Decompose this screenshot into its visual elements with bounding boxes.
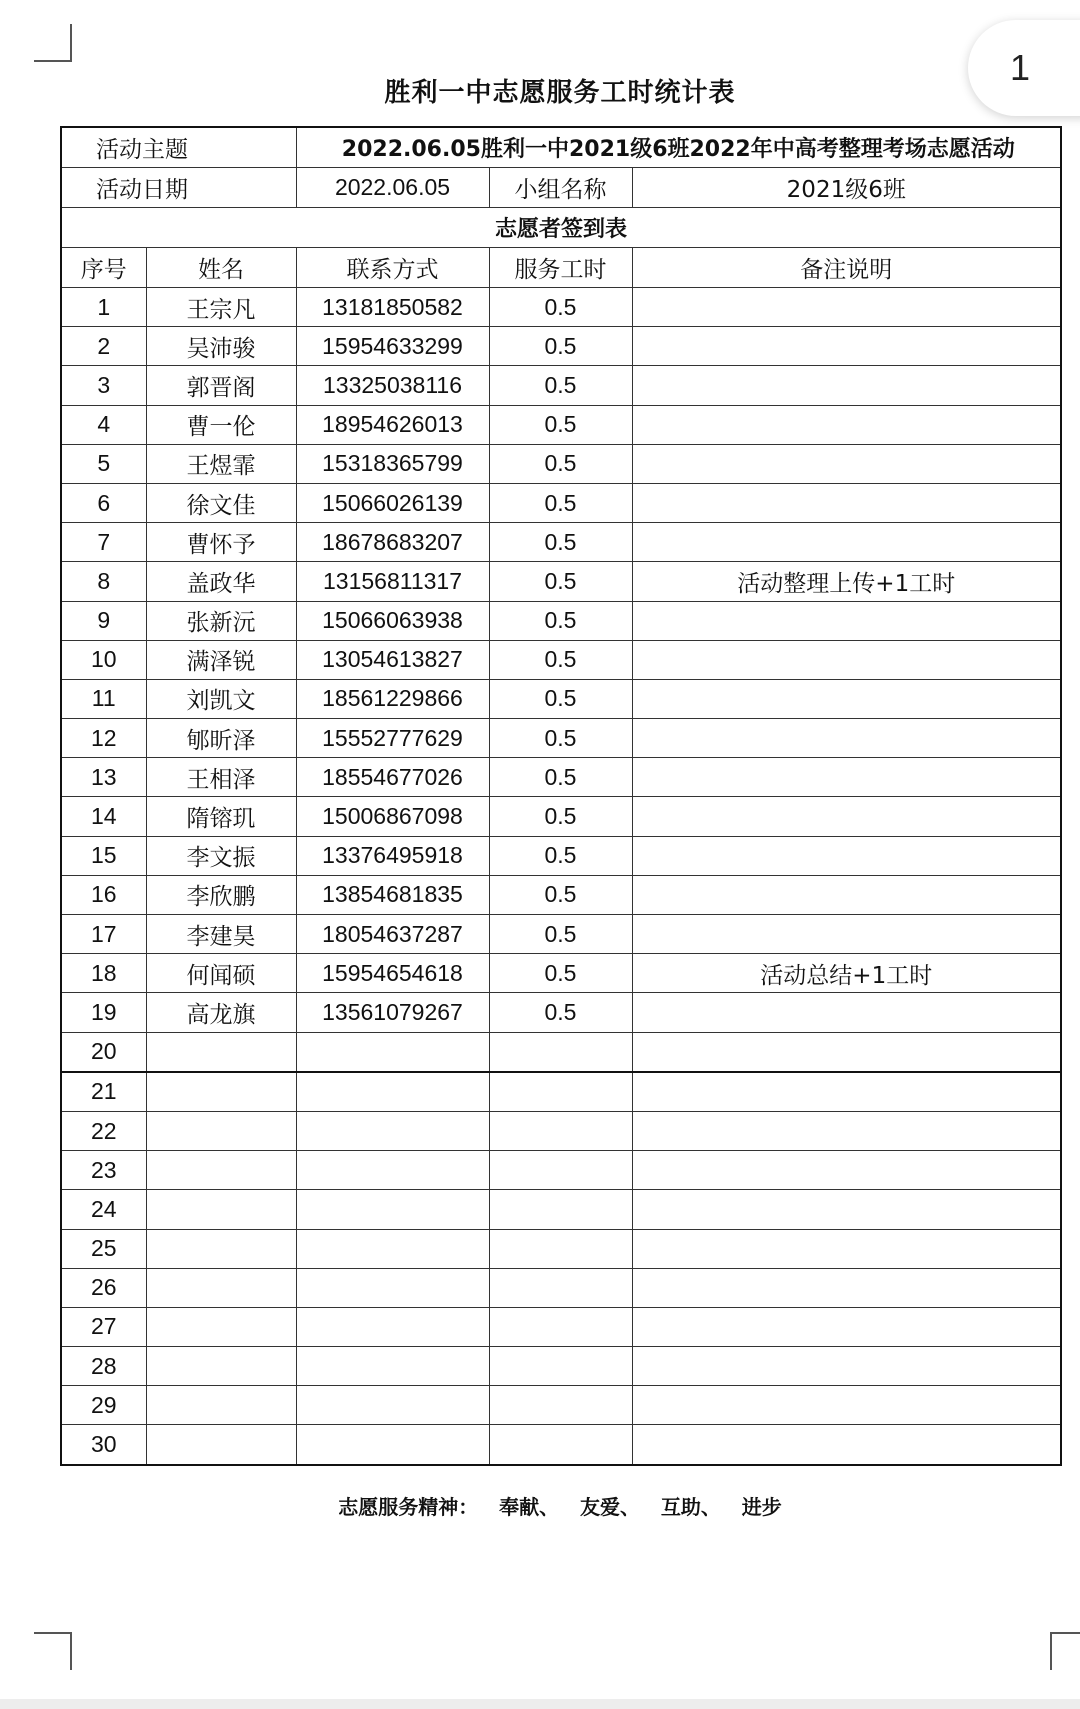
row-number: 29 (61, 1386, 146, 1425)
remark (632, 444, 1061, 483)
remark (632, 366, 1061, 405)
row-number: 4 (61, 405, 146, 444)
remark: 活动总结+1工时 (632, 954, 1061, 993)
row-number: 15 (61, 836, 146, 875)
table-row (61, 993, 1061, 1032)
service-hours: 0.5 (489, 288, 632, 327)
remark (632, 1111, 1061, 1150)
service-hours: 0.5 (489, 601, 632, 640)
table-row (61, 758, 1061, 797)
contact-phone: 15954633299 (296, 327, 489, 366)
contact-phone (296, 1072, 489, 1112)
remark (632, 797, 1061, 836)
contact-phone: 13156811317 (296, 562, 489, 601)
remark (632, 993, 1061, 1032)
table-row (61, 523, 1061, 562)
volunteer-name: 郭晋阁 (146, 366, 296, 405)
contact-phone (296, 1151, 489, 1190)
row-number: 30 (61, 1425, 146, 1465)
service-hours (489, 1229, 632, 1268)
volunteer-name: 王相泽 (146, 758, 296, 797)
table-row (61, 366, 1061, 405)
service-hours (489, 1111, 632, 1150)
table-row (61, 719, 1061, 758)
remark (632, 405, 1061, 444)
volunteer-name: 盖政华 (146, 562, 296, 601)
table-row (61, 1386, 1061, 1425)
row-number: 27 (61, 1307, 146, 1346)
group-name-label: 小组名称 (489, 168, 632, 208)
row-number: 14 (61, 797, 146, 836)
contact-phone (296, 1268, 489, 1307)
service-hours (489, 1190, 632, 1229)
volunteer-name: 吴沛骏 (146, 327, 296, 366)
contact-phone: 15066026139 (296, 483, 489, 522)
remark (632, 601, 1061, 640)
service-hours: 0.5 (489, 875, 632, 914)
activity-theme-value: 2022.06.05胜利一中2021级6班2022年中高考整理考场志愿活动 (296, 127, 1061, 168)
contact-phone (296, 1386, 489, 1425)
row-number: 17 (61, 915, 146, 954)
table-row (61, 1151, 1061, 1190)
group-name-value: 2021级6班 (632, 168, 1061, 208)
signin-title-row (61, 208, 1061, 248)
table-row (61, 915, 1061, 954)
volunteer-name: 刘凯文 (146, 679, 296, 718)
row-number: 7 (61, 523, 146, 562)
contact-phone: 15954654618 (296, 954, 489, 993)
row-number: 19 (61, 993, 146, 1032)
table-row (61, 601, 1061, 640)
service-hours: 0.5 (489, 562, 632, 601)
table-row (61, 405, 1061, 444)
crop-mark-bottom-left (34, 1632, 72, 1670)
volunteer-name (146, 1229, 296, 1268)
remark (632, 758, 1061, 797)
volunteer-name (146, 1111, 296, 1150)
contact-phone (296, 1032, 489, 1072)
activity-date-value: 2022.06.05 (296, 168, 489, 208)
remark (632, 1307, 1061, 1346)
remark (632, 523, 1061, 562)
service-hours: 0.5 (489, 523, 632, 562)
row-number: 20 (61, 1032, 146, 1072)
service-hours (489, 1307, 632, 1346)
row-number: 2 (61, 327, 146, 366)
table-row (61, 327, 1061, 366)
volunteer-name (146, 1307, 296, 1346)
remark (632, 875, 1061, 914)
service-hours (489, 1268, 632, 1307)
row-number: 23 (61, 1151, 146, 1190)
volunteer-name (146, 1190, 296, 1229)
service-hours (489, 1032, 632, 1072)
remark (632, 836, 1061, 875)
row-number: 8 (61, 562, 146, 601)
service-hours: 0.5 (489, 640, 632, 679)
service-hours: 0.5 (489, 758, 632, 797)
remark (632, 1425, 1061, 1465)
volunteer-name: 李文振 (146, 836, 296, 875)
column-header-hours: 服务工时 (489, 248, 632, 288)
contact-phone (296, 1347, 489, 1386)
activity-theme-label: 活动主题 (61, 127, 296, 168)
row-number: 9 (61, 601, 146, 640)
contact-phone: 18561229866 (296, 679, 489, 718)
column-header-contact: 联系方式 (296, 248, 489, 288)
volunteer-name (146, 1425, 296, 1465)
volunteer-hours-table (60, 126, 1062, 1466)
remark (632, 1229, 1061, 1268)
table-row (61, 836, 1061, 875)
row-number: 16 (61, 875, 146, 914)
volunteer-name (146, 1151, 296, 1190)
remark (632, 1386, 1061, 1425)
contact-phone: 13854681835 (296, 875, 489, 914)
contact-phone: 13325038116 (296, 366, 489, 405)
volunteer-name (146, 1032, 296, 1072)
contact-phone: 18678683207 (296, 523, 489, 562)
service-hours: 0.5 (489, 836, 632, 875)
contact-phone (296, 1111, 489, 1150)
table-row (61, 1072, 1061, 1112)
remark (632, 1072, 1061, 1112)
remark (632, 679, 1061, 718)
crop-mark-bottom-right (1050, 1632, 1080, 1670)
table-row (61, 679, 1061, 718)
remark (632, 1151, 1061, 1190)
volunteer-name (146, 1268, 296, 1307)
contact-phone: 15552777629 (296, 719, 489, 758)
remark (632, 1347, 1061, 1386)
contact-phone (296, 1229, 489, 1268)
service-hours (489, 1347, 632, 1386)
table-row (61, 1307, 1061, 1346)
volunteer-name: 曹一伦 (146, 405, 296, 444)
contact-phone (296, 1425, 489, 1465)
activity-date-label: 活动日期 (61, 168, 296, 208)
volunteer-name: 李建昊 (146, 915, 296, 954)
row-number: 12 (61, 719, 146, 758)
row-number: 28 (61, 1347, 146, 1386)
remark (632, 1032, 1061, 1072)
service-hours (489, 1072, 632, 1112)
table-row (61, 444, 1061, 483)
viewer-bottom-strip (0, 1699, 1080, 1709)
service-hours: 0.5 (489, 327, 632, 366)
table-row (61, 640, 1061, 679)
volunteer-name (146, 1386, 296, 1425)
remark (632, 483, 1061, 522)
volunteer-name: 曹怀予 (146, 523, 296, 562)
contact-phone: 18054637287 (296, 915, 489, 954)
contact-phone: 18954626013 (296, 405, 489, 444)
volunteer-name: 高龙旗 (146, 993, 296, 1032)
contact-phone: 15066063938 (296, 601, 489, 640)
table-row (61, 1032, 1061, 1072)
table-row (61, 1190, 1061, 1229)
row-number: 25 (61, 1229, 146, 1268)
row-number: 22 (61, 1111, 146, 1150)
service-hours: 0.5 (489, 679, 632, 718)
volunteer-name: 王煜霏 (146, 444, 296, 483)
remark (632, 719, 1061, 758)
contact-phone: 15318365799 (296, 444, 489, 483)
table-row (61, 1268, 1061, 1307)
volunteer-name: 郇昕泽 (146, 719, 296, 758)
volunteer-name: 徐文佳 (146, 483, 296, 522)
service-hours: 0.5 (489, 954, 632, 993)
service-hours: 0.5 (489, 915, 632, 954)
volunteer-name (146, 1072, 296, 1112)
row-number: 18 (61, 954, 146, 993)
page-number: 1 (1009, 47, 1031, 88)
service-hours (489, 1151, 632, 1190)
column-header-number: 序号 (61, 248, 146, 288)
table-row (61, 288, 1061, 327)
service-hours: 0.5 (489, 993, 632, 1032)
service-hours: 0.5 (489, 719, 632, 758)
column-header-notes: 备注说明 (632, 248, 1061, 288)
column-header-name: 姓名 (146, 248, 296, 288)
remark (632, 327, 1061, 366)
remark (632, 288, 1061, 327)
remark (632, 915, 1061, 954)
table-row (61, 1347, 1061, 1386)
row-number: 1 (61, 288, 146, 327)
service-hours: 0.5 (489, 797, 632, 836)
service-hours: 0.5 (489, 483, 632, 522)
remark: 活动整理上传+1工时 (632, 562, 1061, 601)
table-row (61, 483, 1061, 522)
volunteer-name: 何闻硕 (146, 954, 296, 993)
table-row (61, 797, 1061, 836)
table-row (61, 562, 1061, 601)
row-number: 21 (61, 1072, 146, 1112)
remark (632, 640, 1061, 679)
row-number: 24 (61, 1190, 146, 1229)
volunteer-name: 隋镕玑 (146, 797, 296, 836)
contact-phone: 18554677026 (296, 758, 489, 797)
contact-phone (296, 1190, 489, 1229)
contact-phone (296, 1307, 489, 1346)
row-number: 6 (61, 483, 146, 522)
activity-theme-row (61, 127, 1061, 168)
crop-mark-top-left (34, 24, 72, 62)
volunteer-name: 李欣鹏 (146, 875, 296, 914)
table-row (61, 875, 1061, 914)
table-row (61, 954, 1061, 993)
volunteer-spirit-footer: 志愿服务精神： 奉献、 友爱、 互助、 进步 (338, 1495, 782, 1519)
contact-phone: 13054613827 (296, 640, 489, 679)
volunteer-name: 满泽锐 (146, 640, 296, 679)
row-number: 5 (61, 444, 146, 483)
volunteer-name: 张新沅 (146, 601, 296, 640)
service-hours: 0.5 (489, 366, 632, 405)
service-hours (489, 1386, 632, 1425)
service-hours: 0.5 (489, 405, 632, 444)
table-row (61, 1425, 1061, 1465)
volunteer-name (146, 1347, 296, 1386)
signin-title: 志愿者签到表 (61, 208, 1061, 248)
row-number: 13 (61, 758, 146, 797)
remark (632, 1268, 1061, 1307)
contact-phone: 13376495918 (296, 836, 489, 875)
activity-date-row (61, 168, 1061, 208)
service-hours: 0.5 (489, 444, 632, 483)
row-number: 26 (61, 1268, 146, 1307)
service-hours (489, 1425, 632, 1465)
column-header-row (61, 248, 1061, 288)
table-row (61, 1229, 1061, 1268)
contact-phone: 13561079267 (296, 993, 489, 1032)
row-number: 10 (61, 640, 146, 679)
table-row (61, 1111, 1061, 1150)
row-number: 3 (61, 366, 146, 405)
contact-phone: 15006867098 (296, 797, 489, 836)
document-title: 胜利一中志愿服务工时统计表 (384, 78, 736, 108)
remark (632, 1190, 1061, 1229)
contact-phone: 13181850582 (296, 288, 489, 327)
row-number: 11 (61, 679, 146, 718)
volunteer-name: 王宗凡 (146, 288, 296, 327)
